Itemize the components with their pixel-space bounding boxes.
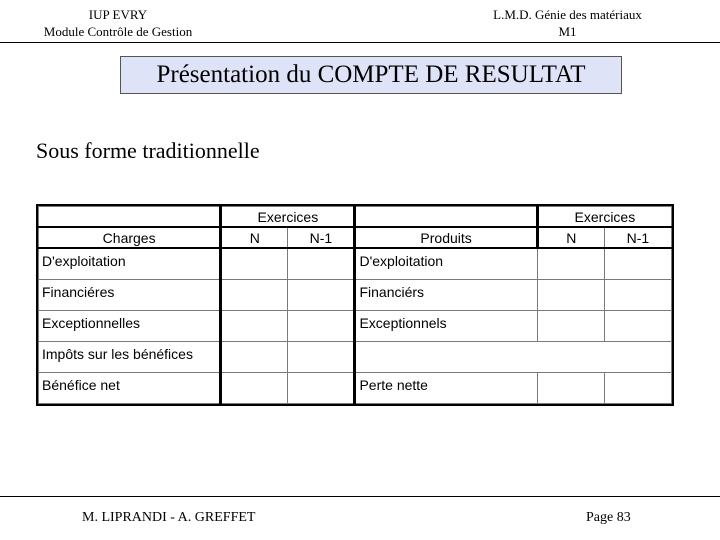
produits-col-n1: N-1 (604, 227, 671, 248)
charges-exercices-header: Exercices (221, 207, 355, 228)
charge-label: D'exploitation (39, 248, 221, 280)
charge-value-n1 (288, 280, 355, 311)
produit-label: D'exploitation (355, 248, 537, 280)
header-module: Module Contrôle de Gestion (43, 24, 193, 39)
produit-label-empty (355, 342, 672, 373)
slide-subtitle: Sous forme traditionnelle (36, 138, 260, 163)
table-cell-empty (39, 207, 221, 228)
charge-value-n1 (288, 373, 355, 404)
produit-label: Financiérs (355, 280, 537, 311)
table-row (39, 342, 672, 373)
produit-label: Perte nette (355, 373, 537, 404)
footer-authors: M. LIPRANDI - A. GREFFET (82, 510, 256, 525)
charge-value-n (221, 373, 288, 404)
produits-header: Produits (355, 227, 537, 248)
charge-value-n1 (288, 311, 355, 342)
produits-exercices-header: Exercices (537, 207, 671, 228)
charges-col-n: N (221, 227, 288, 248)
produit-value-n (537, 248, 604, 280)
table-row (39, 248, 672, 280)
charges-col-n1: N-1 (288, 227, 355, 248)
income-statement-table (36, 204, 674, 406)
charge-label: Bénéfice net (39, 373, 221, 404)
charge-value-n (221, 311, 288, 342)
footer-page-number: Page 83 (586, 510, 631, 525)
table-subheader-row (39, 227, 672, 248)
header-right (460, 6, 675, 40)
charge-value-n (221, 280, 288, 311)
table-cell-empty (355, 207, 537, 228)
charge-label: Impôts sur les bénéfices (39, 342, 221, 373)
slide-title: Présentation du COMPTE DE RESULTAT (120, 56, 622, 94)
header-program: L.M.D. Génie des matériaux (493, 7, 642, 22)
charge-label: Financiéres (39, 280, 221, 311)
footer-divider (0, 496, 720, 497)
header-level: M1 (558, 24, 577, 39)
produit-value-n1 (604, 248, 671, 280)
charge-value-n1 (288, 248, 355, 280)
charges-header: Charges (39, 227, 221, 248)
header-school: IUP EVRY (88, 7, 148, 22)
charge-value-n1 (288, 342, 355, 373)
produit-value-n (537, 311, 604, 342)
produit-value-n (537, 373, 604, 404)
table-header-row (39, 207, 672, 228)
produit-value-n1 (604, 311, 671, 342)
header-left (18, 6, 218, 40)
charge-value-n (221, 342, 288, 373)
header-divider (0, 42, 720, 43)
table-row (39, 373, 672, 404)
charge-label: Exceptionnelles (39, 311, 221, 342)
produit-label: Exceptionnels (355, 311, 537, 342)
produit-value-n1 (604, 373, 671, 404)
table-row (39, 280, 672, 311)
produit-value-n (537, 280, 604, 311)
produits-col-n: N (537, 227, 604, 248)
table-row (39, 311, 672, 342)
charge-value-n (221, 248, 288, 280)
produit-value-n1 (604, 280, 671, 311)
